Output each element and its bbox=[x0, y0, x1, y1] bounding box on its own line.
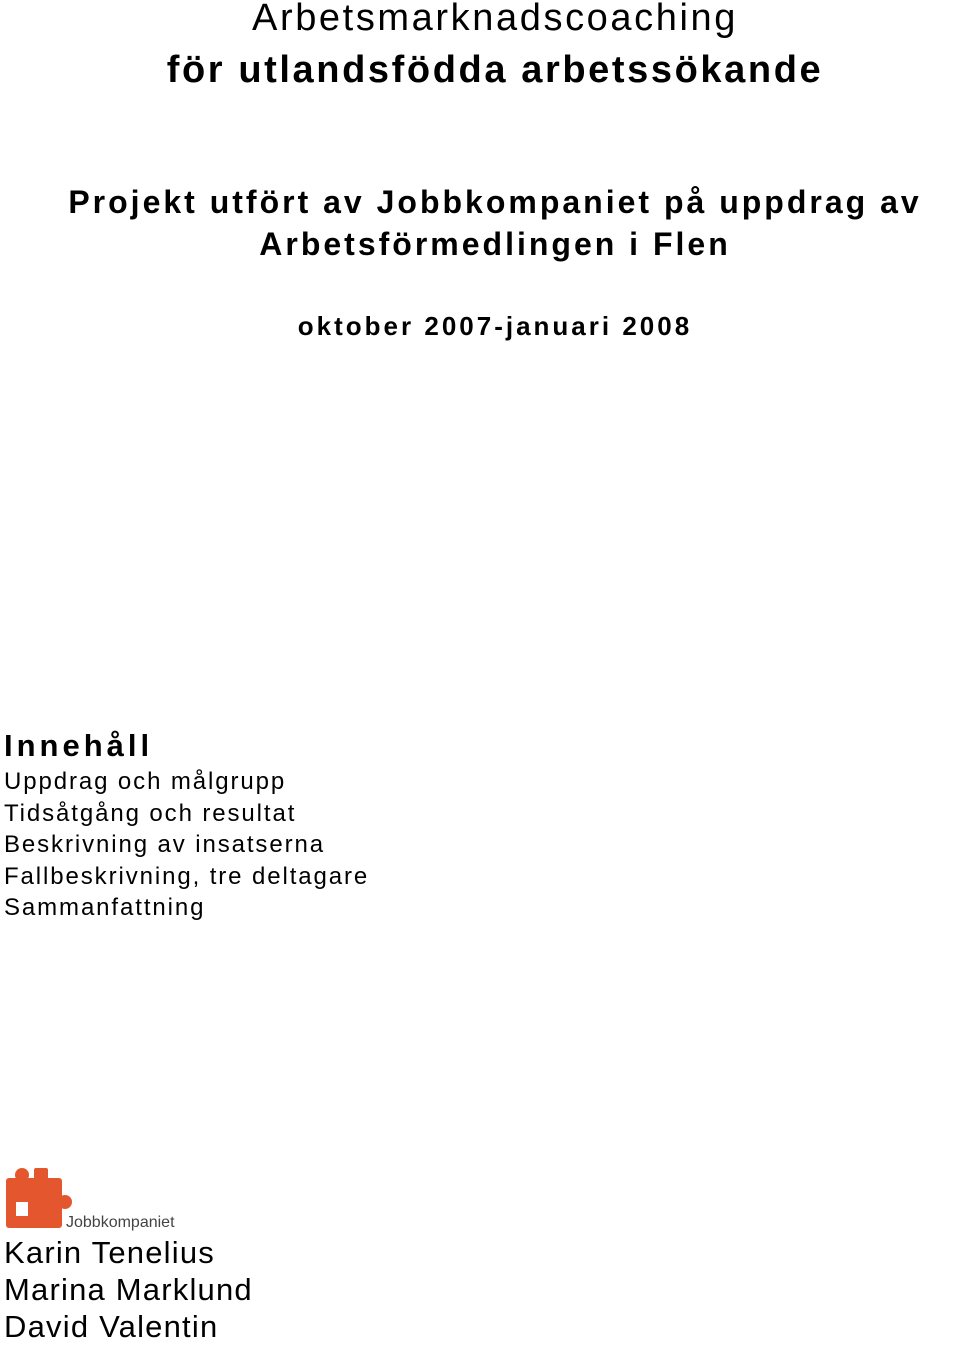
puzzle-piece-icon bbox=[6, 1168, 72, 1228]
contents-item: Sammanfattning bbox=[4, 894, 206, 921]
author-name: Marina Marklund bbox=[4, 1272, 253, 1307]
contents-list bbox=[4, 766, 369, 924]
author-list bbox=[4, 1234, 253, 1345]
jobbkompaniet-logo bbox=[4, 1166, 210, 1234]
contents-item: Fallbeskrivning, tre deltagare bbox=[4, 862, 370, 890]
document-title-second-line: för utlandsfödda arbetssökande bbox=[166, 49, 824, 91]
author-name: Karin Tenelius bbox=[4, 1235, 215, 1270]
contents-item: Uppdrag och målgrupp bbox=[4, 768, 287, 795]
project-description-second-line: Arbetsförmedlingen i Flen bbox=[259, 226, 731, 262]
document-title: Arbetsmarknadscoaching bbox=[252, 0, 738, 39]
contents-item: Tidsåtgång och resultat bbox=[4, 799, 297, 827]
contents-heading: Innehåll bbox=[4, 728, 154, 763]
project-period: oktober 2007-januari 2008 bbox=[297, 311, 693, 341]
contents-item: Beskrivning av insatserna bbox=[4, 831, 325, 858]
project-description: Projekt utfört av Jobbkompaniet på uppdrag av bbox=[68, 184, 922, 220]
author-name: David Valentin bbox=[4, 1309, 219, 1344]
logo-wordmark: Jobbkompaniet bbox=[66, 1214, 175, 1231]
